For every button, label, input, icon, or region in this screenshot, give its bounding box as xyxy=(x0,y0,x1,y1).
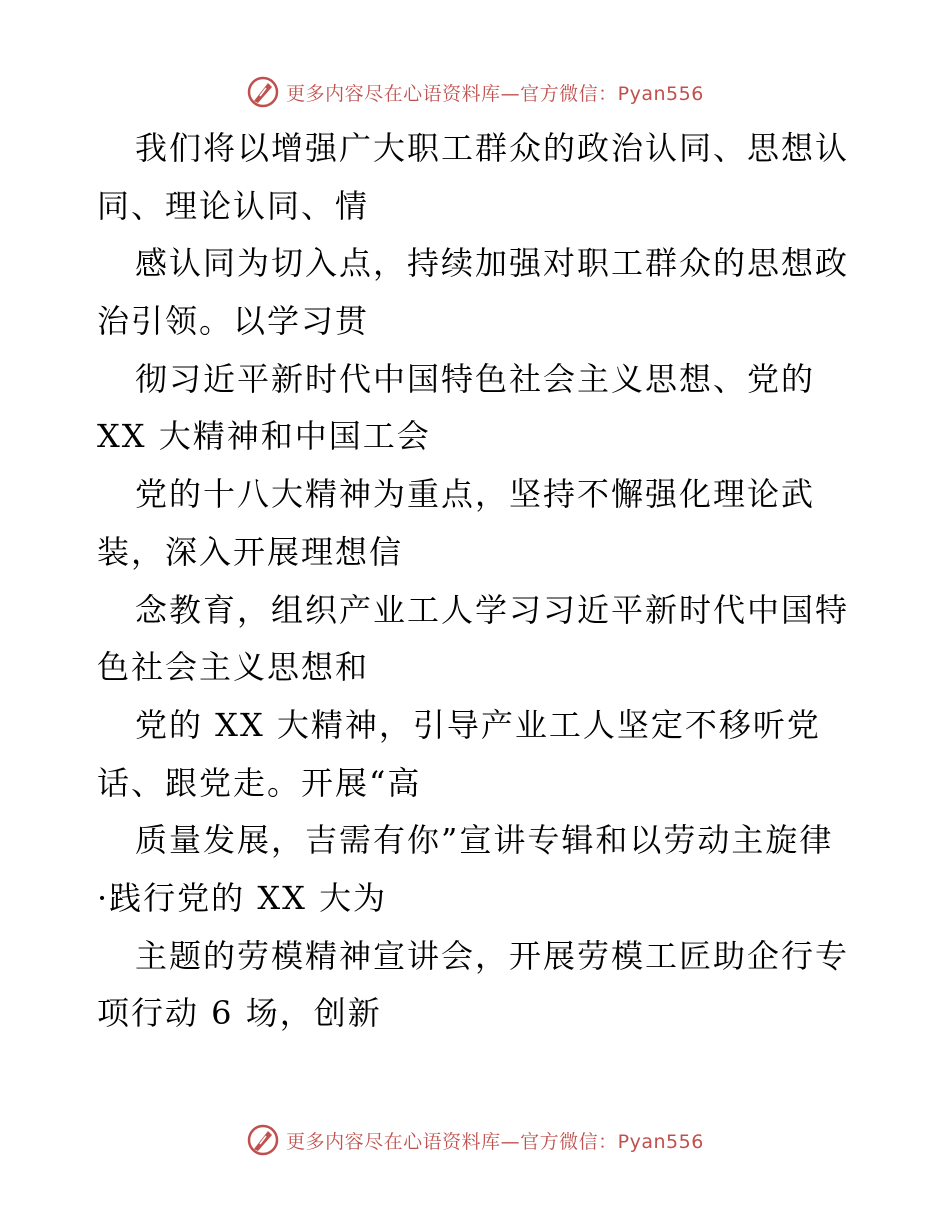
text-line: 念教育，组织产业工人学习习近平新时代中国特 xyxy=(135,590,850,629)
footer-banner-text: 更多内容尽在心语资料库—官方微信：Pyan556 xyxy=(286,1130,704,1153)
text-line: 同、理论认同、情 xyxy=(97,186,370,225)
footer-banner xyxy=(0,1120,950,1160)
text-line: XX 大精神和中国工会 xyxy=(97,417,431,456)
text-line: 治引领。以学习贯 xyxy=(97,302,370,341)
quill-pen-logo-icon xyxy=(246,1123,280,1157)
text-line: 质量发展，吉需有你”宣讲专辑和以劳动主旋律 xyxy=(135,821,834,860)
text-line: 我们将以增强广大职工群众的政治认同、思想认 xyxy=(135,129,850,167)
text-line: 装，深入开展理想信 xyxy=(97,532,404,571)
document-body xyxy=(97,120,857,1043)
text-line: 党的 XX 大精神，引导产业工人坚定不移听党 xyxy=(135,705,821,744)
text-line: 党的十八大精神为重点，坚持不懈强化理论武 xyxy=(135,475,816,514)
text-line: 项行动 6 场，创新 xyxy=(97,994,382,1033)
text-line: ·践行党的 XX 大为 xyxy=(97,878,388,917)
quill-pen-logo-icon xyxy=(246,75,280,109)
text-line: 主题的劳模精神宣讲会，开展劳模工匠助企行专 xyxy=(135,936,850,975)
header-banner xyxy=(0,72,950,112)
text-line: 感认同为切入点，持续加强对职工群众的思想政 xyxy=(135,244,850,283)
text-line: 色社会主义思想和 xyxy=(97,648,370,687)
header-banner-text: 更多内容尽在心语资料库—官方微信：Pyan556 xyxy=(286,82,704,105)
text-line: 话、跟党走。开展“高 xyxy=(97,763,422,802)
text-line: 彻习近平新时代中国特色社会主义思想、党的 xyxy=(135,359,816,398)
